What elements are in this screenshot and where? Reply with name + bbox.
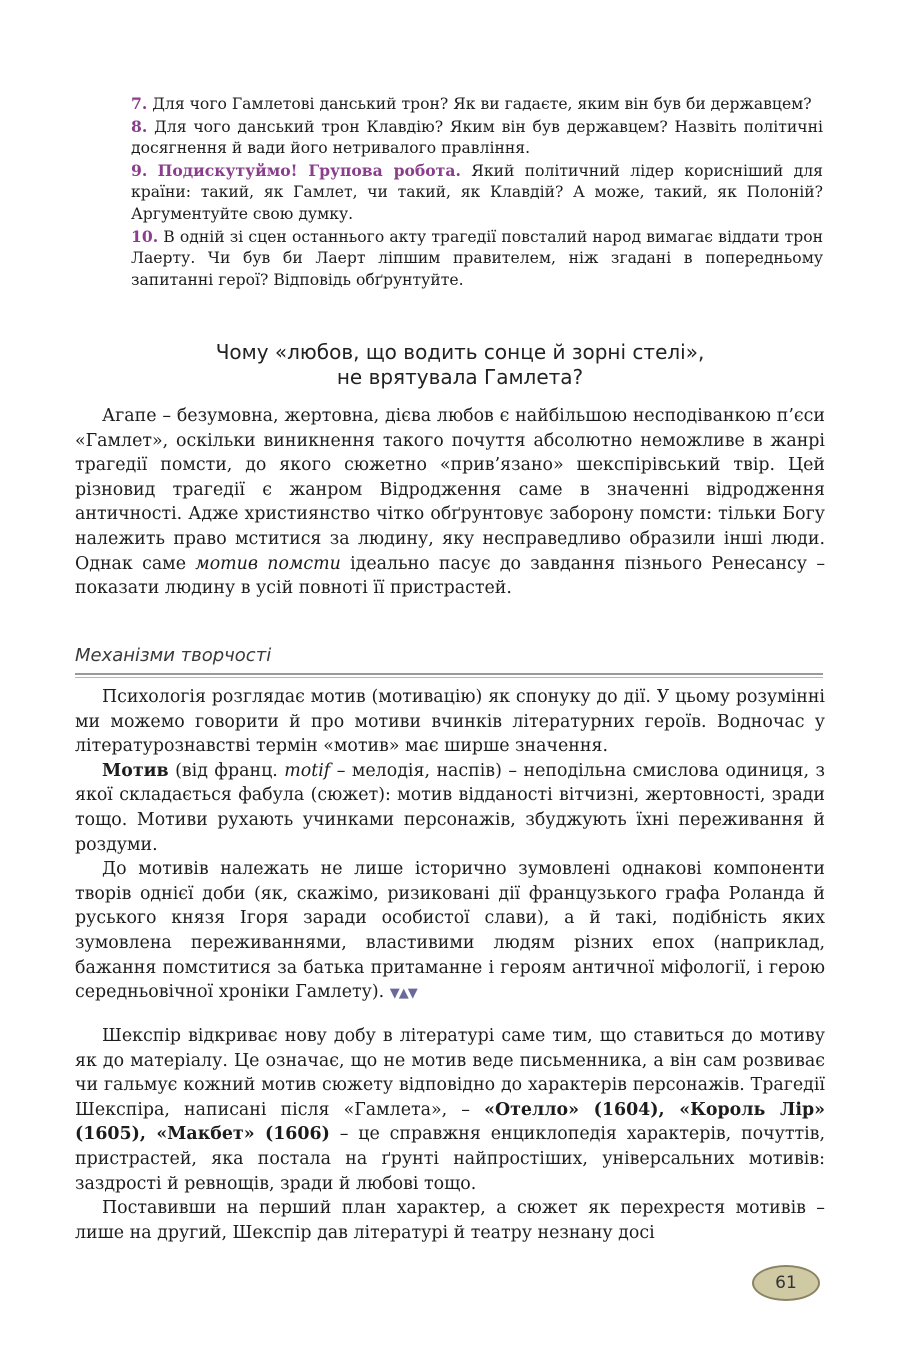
mechanisms-block (75, 685, 825, 1007)
mechanisms-paragraph-3: До мотивів належать не лише історично зумовлені однакові компоненти творів однієї доби (як, скажімо, ризиковані дії французького графа Роланда й руського князя Ігоря заради особистої слави), а й такі, подібність яких зумовлена переживаннями, властивими людям різних епох (наприклад, бажання помститися за батька притаманне і героям античної міфології, і герою середньовічної хроніки Гамлету). ▼▲▼ (75, 859, 825, 1003)
agape-paragraph-block (75, 404, 825, 601)
questions-list (131, 93, 823, 291)
section-heading (100, 340, 820, 390)
question-10: 10. В одній зі сцен останнього акту трагедії повсталий народ вимагає віддати трон Лаерту. Чи був би Лаерт ліпшим правителем, ніж згадані в попередньому запитанні герої? Відповідь обґрунтуйте. (131, 226, 823, 289)
heading-line-1: Чому «любов, що водить сонце й зорні стелі», (215, 340, 705, 364)
shakespeare-paragraph-1: Шекспір відкриває нову добу в літературі саме тим, що ставиться до мотиву як до матеріалу. Це означає, що не мотив веде письменника, а він сам розвиває чи гальмує кожний мотив сюжету відповідно до характерів персонажів. Трагедії Шекспіра, написані після «Гамлета», – «Отелло» (1604), «Король Лір» (1605), «Макбет» (1606) – це справжня енциклопедія характерів, почуттів, пристрастей, яка постала на ґрунті найпростіших, універсальних мотивів: заздрості й ревнощів, зради й любові тощо. (75, 1026, 826, 1194)
heading-line-2: не врятувала Гамлета? (336, 365, 584, 389)
section-rule-thin (75, 677, 823, 678)
shakespeare-block (75, 1024, 825, 1245)
end-marker-icon: ▼▲▼ (389, 986, 417, 1002)
question-7: 7. Для чого Гамлетові данський трон? Як ви гадаєте, яким він був би державцем? (131, 94, 812, 113)
question-9: 9. Подискутуймо! Групова робота. Який політичний лідер корисніший для країни: такий, як Гамлет, чи такий, як Клавдій? А може, такий, як Полоній? Аргументуйте свою думку. (131, 160, 823, 223)
agape-paragraph: Агапе – безумовна, жертовна, дієва любов є найбільшою несподіванкою п’єси «Гамлет», оскільки виникнення такого почуття абсолютно неможливе в жанрі трагедії помсти, до якого сюжетно «прив’язано» шекспірівський твір. Цей різновид трагедії є жанром Відродження саме в значенні відродження античності. Адже християнство чітко обґрунтовує заборону помсти: тільки Богу належить право мститися за людину, яку несправедливо образили інші люди. Однак саме мотив помсти ідеально пасує до завдання пізнього Ренесансу – показати людину в усій повноті її пристрастей. (75, 406, 826, 599)
shakespeare-paragraph-2: Поставивши на перший план характер, а сюжет як перехрестя мотивів – лише на другий, Шекспір дав літературі й театру незнану досі (75, 1198, 825, 1243)
section-title-mechanisms: Механізми творчості (75, 645, 272, 666)
mechanisms-paragraph-1: Психологія розглядає мотив (мотивацію) як спонуку до дії. У цьому розумінні ми можемо говорити й про мотиви вчинків літературних героїв. Водночас у літературознавстві термін «мотив» має ширше значення. (75, 687, 825, 757)
mechanisms-paragraph-2: Мотив (від франц. motif – мелодія, наспів) – неподільна смислова одиниця, з якої складається фабула (сюжет): мотив відданості вітчизні, жертовності, зради тощо. Мотиви рухають учинками персонажів, збуджують їхні переживання й роздуми. (75, 760, 825, 855)
question-8: 8. Для чого данський трон Клавдію? Яким він був державцем? Назвіть політичні досягнення й вади його нетривалого правління. (131, 116, 823, 158)
section-rule (75, 673, 823, 675)
page-number: 61 (752, 1265, 820, 1301)
